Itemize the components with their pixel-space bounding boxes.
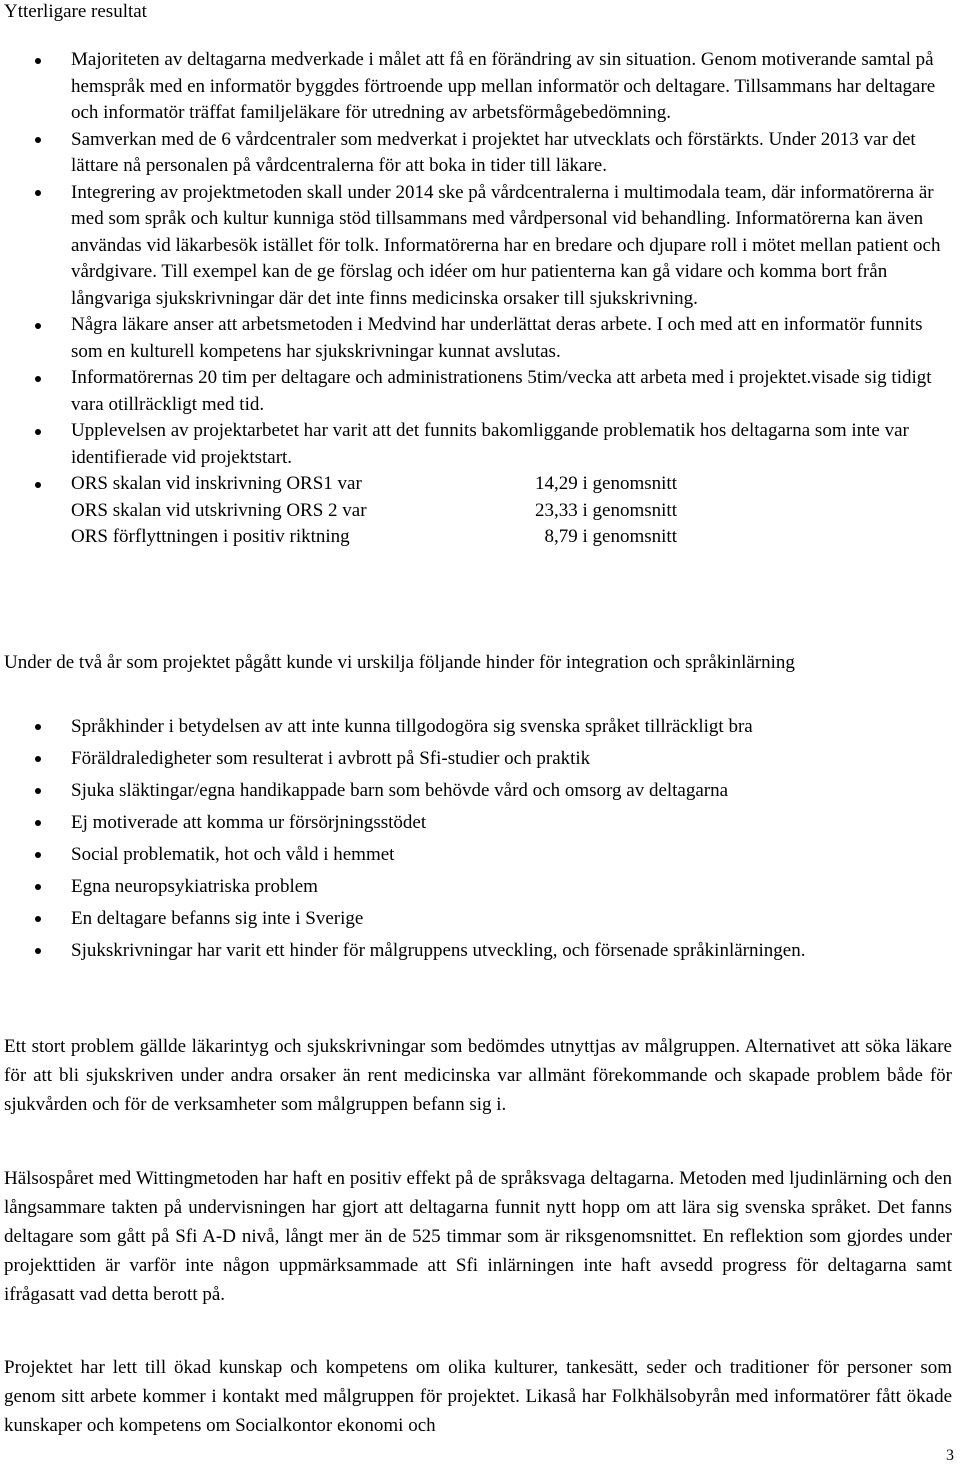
bullet-icon	[35, 852, 41, 858]
list-item	[0, 839, 960, 871]
list-item	[0, 871, 960, 903]
list-item	[0, 807, 960, 839]
list-item	[0, 312, 960, 365]
ors-row	[71, 471, 946, 498]
results-list	[0, 47, 960, 551]
obstacles-list	[0, 711, 960, 967]
list-item	[0, 935, 960, 967]
list-item-text: Språkhinder i betydelsen av att inte kunna tillgodogöra sig svenska språket tillräckligt bra	[71, 716, 753, 737]
paragraph-sick-leave: Ett stort problem gällde läkarintyg och sjukskrivningar som bedömdes utnyttjas av målgruppen. Alternativet att söka läkare för att bli sjukskriven under andra orsaker än rent medicinska var allmänt förekommande och skapade problem både för sjukvården och för de verksamheter som målgruppen befann sig i.	[4, 1036, 952, 1115]
ors-list-item	[0, 471, 960, 551]
list-item-text: En deltagare befanns sig inte i Sverige	[71, 908, 364, 929]
list-item-text: Social problematik, hot och våld i hemmet	[71, 844, 395, 865]
bullet-icon	[35, 482, 41, 488]
list-item	[0, 711, 960, 743]
list-item	[0, 47, 960, 127]
list-item	[0, 365, 960, 418]
bullet-icon	[35, 58, 41, 64]
ors-value: 8,79 i genomsnitt	[544, 526, 677, 547]
bullet-icon	[35, 323, 41, 329]
ors-value: 14,29 i genomsnitt	[535, 473, 677, 494]
bullet-icon	[35, 724, 41, 730]
list-item-text: Upplevelsen av projektarbetet har varit att det funnits bakomliggande problematik hos deltagarna som inte var identifierade vid projektstart.	[71, 420, 909, 468]
bullet-icon	[35, 190, 41, 196]
list-item-text: Sjukskrivningar har varit ett hinder för målgruppens utveckling, och försenade språkinlärningen.	[71, 940, 806, 961]
list-item	[0, 903, 960, 935]
paragraph-health-track: Hälsospåret med Wittingmetoden har haft en positiv effekt på de språksvaga deltagarna. Metoden med ljudinlärning och den långsammare takten på undervisningen har gjort att deltagarna funnit nytt hopp om att lära sig svenska språket. Det fanns deltagare som gått på Sfi A-D nivå, långt mer än de 525 timmar som är riksgenomsnittet. En reflektion som gjordes under projekttiden är varför inte någon uppmärksammade att Sfi inlärningen inte haft avsedd progress för deltagarna samt ifrågasatt vad detta berott på.	[4, 1168, 952, 1305]
obstacles-intro: Under de två år som projektet pågått kunde vi urskilja följande hinder för integration och språkinlärning	[4, 652, 795, 673]
ors-value: 23,33 i genomsnitt	[535, 499, 677, 521]
bullet-icon	[35, 948, 41, 954]
bullet-icon	[35, 137, 41, 143]
list-item	[0, 418, 960, 471]
list-item	[0, 127, 960, 180]
ors-label: ORS skalan vid utskrivning ORS 2 var	[71, 499, 367, 521]
bullet-icon	[35, 916, 41, 922]
bullet-icon	[35, 820, 41, 826]
ors-label: ORS skalan vid inskrivning ORS1 var	[71, 473, 362, 494]
paragraph-competence: Projektet har lett till ökad kunskap och kompetens om olika kulturer, tankesätt, seder och traditioner för personer som genom sitt arbete kommer i kontakt med målgruppen för projektet. Likaså har Folkhälsobyrån med informatörer fått ökade kunskaper och kompetens om Socialkontor ekonomi och	[4, 1357, 952, 1436]
list-item	[0, 180, 960, 313]
ors-row	[71, 498, 946, 525]
list-item-text: Ej motiverade att komma ur försörjningsstödet	[71, 812, 427, 833]
list-item-text: Föräldraledigheter som resulterat i avbrott på Sfi-studier och praktik	[71, 748, 591, 769]
list-item	[0, 743, 960, 775]
page-number: 3	[946, 1447, 954, 1464]
list-item-text: Några läkare anser att arbetsmetoden i Medvind har underlättat deras arbete. I och med att en informatör funnits som en kulturell kompetens har sjukskrivningar kunnat avslutas.	[71, 314, 923, 362]
list-item-text: Integrering av projektmetoden skall under 2014 ske på vårdcentralerna i multimodala team, där informatörerna är med som språk och kultur kunniga stöd tillsammans med vårdpersonal vid behandling. Informatörerna kan även användas vid läkarbesök istället för tolk. Informatörerna har en bredare och djupare roll i mötet mellan patient och vårdgivare. Till exempel kan de ge förslag och idéer om hur patienterna kan gå vidare och komma bort från långvariga sjukskrivningar där det inte finns medicinska orsaker till sjukskrivning.	[71, 181, 941, 309]
list-item-text: Egna neuropsykiatriska problem	[71, 876, 318, 897]
bullet-icon	[35, 429, 41, 435]
ors-label: ORS förflyttningen i positiv riktning	[71, 526, 350, 547]
section-heading: Ytterligare resultat	[4, 1, 147, 22]
list-item-text: Sjuka släktingar/egna handikappade barn som behövde vård och omsorg av deltagarna	[71, 780, 729, 801]
bullet-icon	[35, 788, 41, 794]
bullet-icon	[35, 376, 41, 382]
bullet-icon	[35, 756, 41, 762]
list-item-text: Majoriteten av deltagarna medverkade i målet att få en förändring av sin situation. Genom motiverande samtal på hemspråk med en informatör byggdes förtroende upp mellan informatör och deltagare. Tillsammans har deltagare och informatör träffat familjeläkare för utredning av arbetsförmågebedömning.	[71, 49, 936, 123]
list-item-text: Informatörernas 20 tim per deltagare och administrationens 5tim/vecka att arbeta med i projektet.visade sig tidigt vara otillräckligt med tid.	[71, 367, 932, 415]
ors-row	[71, 524, 946, 551]
list-item	[0, 775, 960, 807]
list-item-text: Samverkan med de 6 vårdcentraler som medverkat i projektet har utvecklats och förstärkts. Under 2013 var det lättare nå personalen på vårdcentralerna för att boka in tider till läkare.	[71, 128, 916, 176]
bullet-icon	[35, 884, 41, 890]
